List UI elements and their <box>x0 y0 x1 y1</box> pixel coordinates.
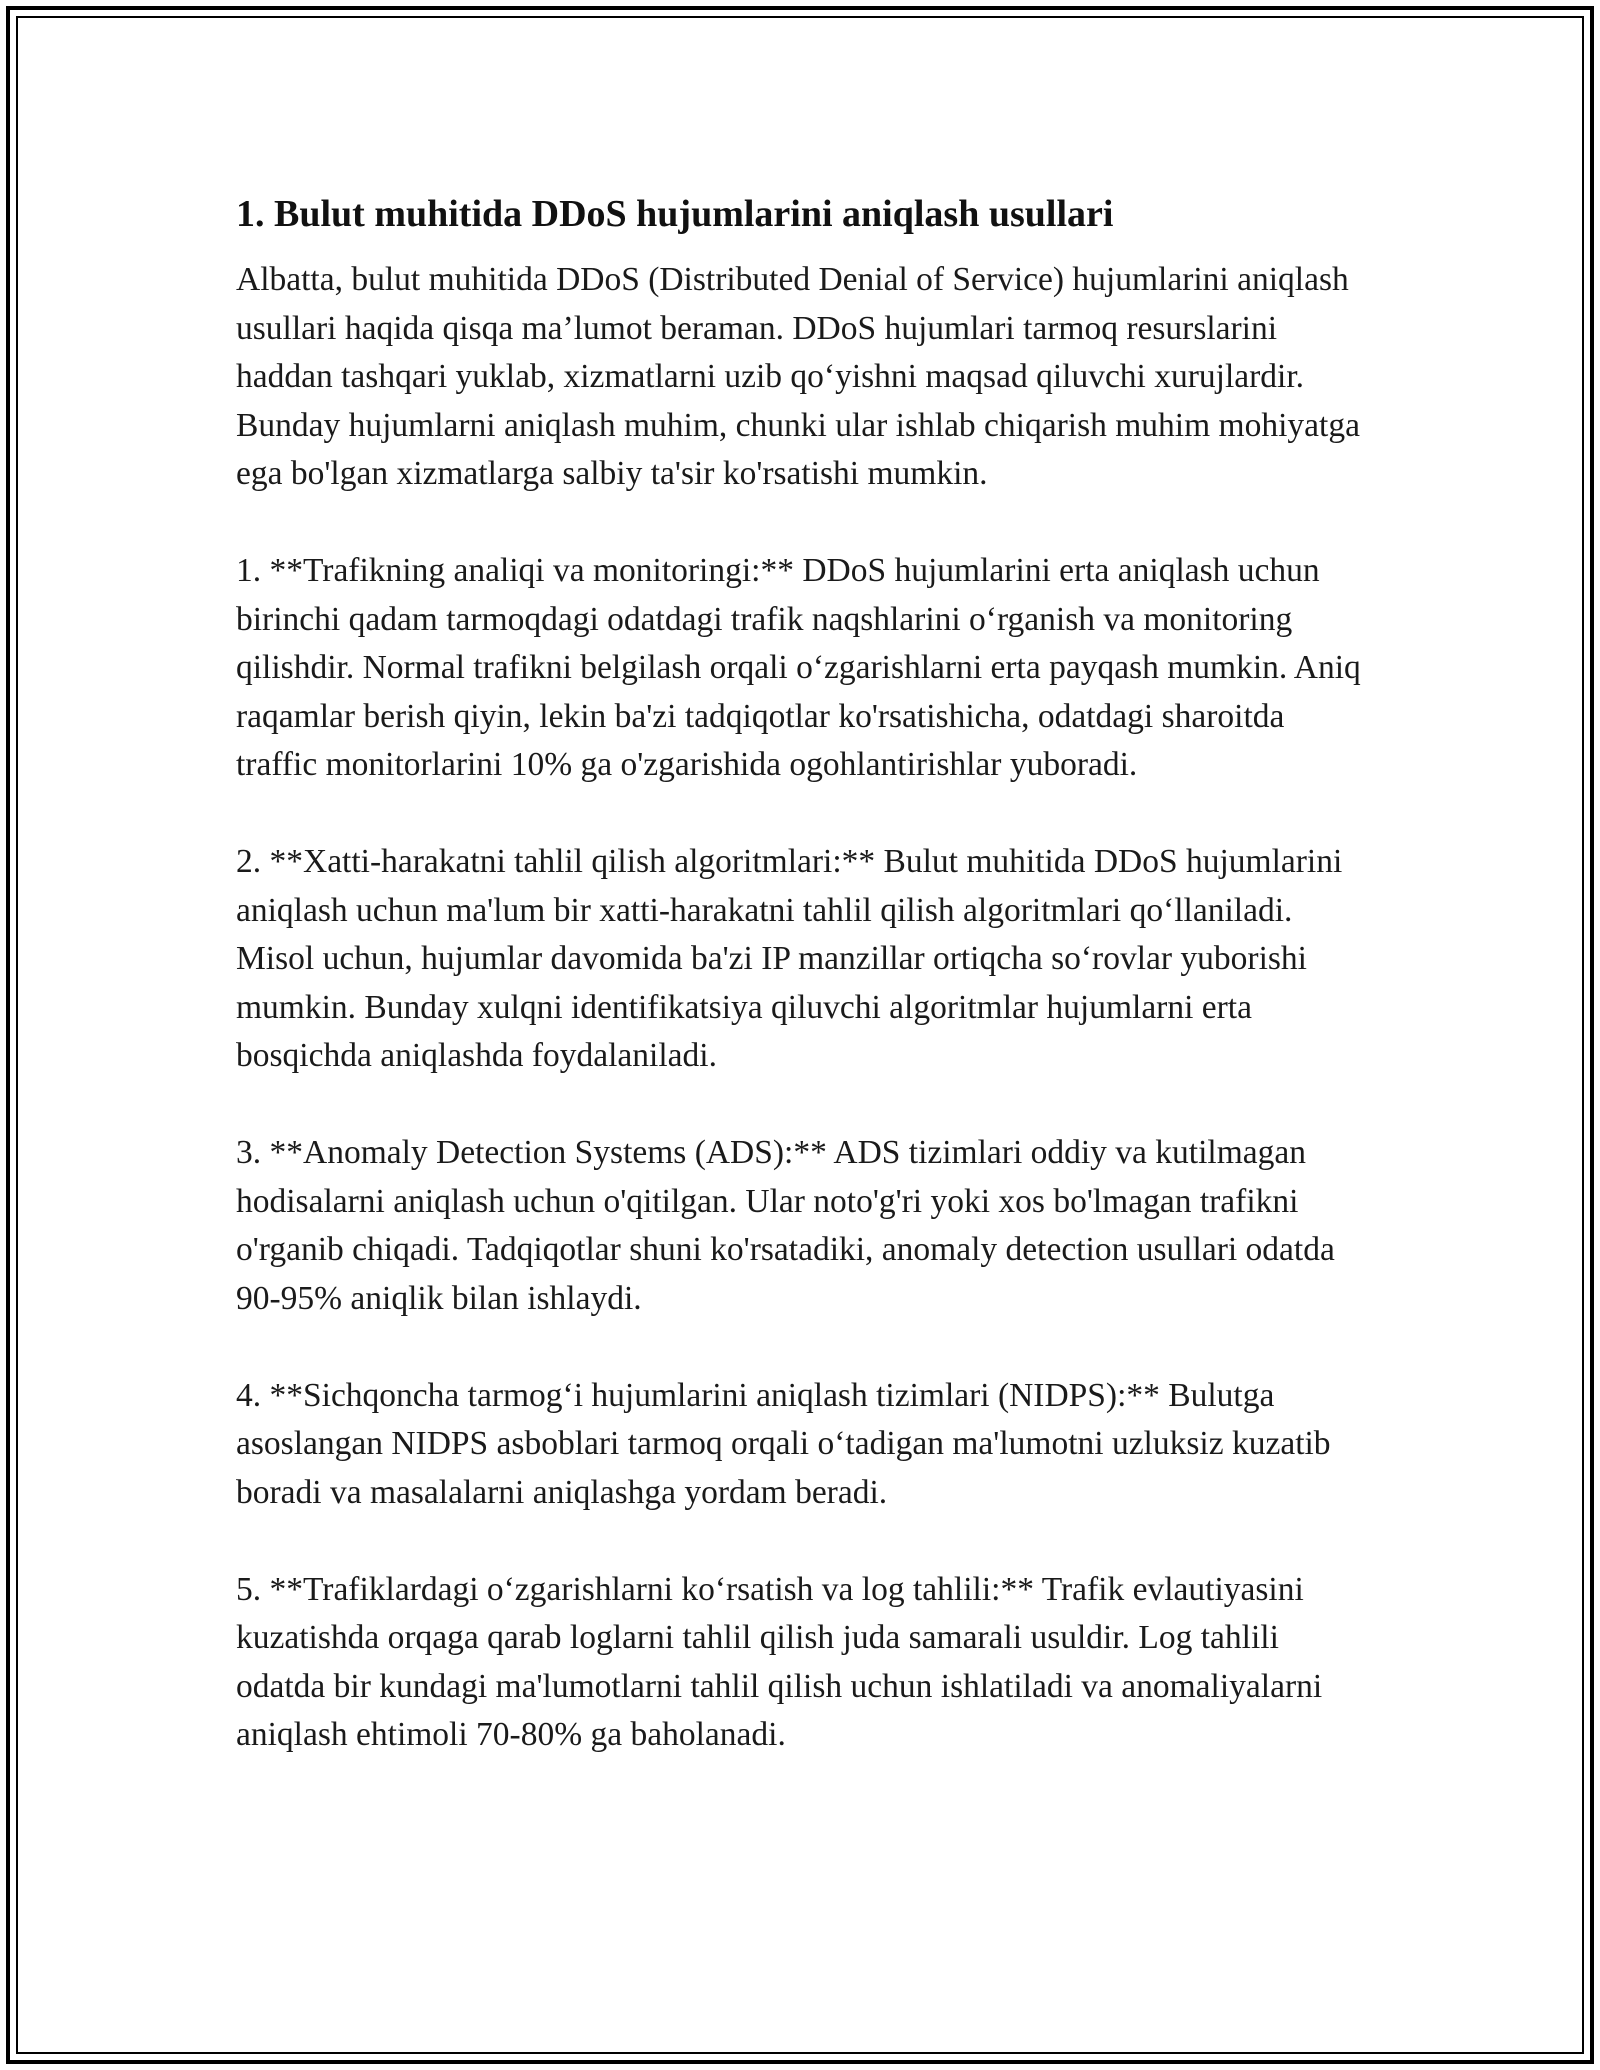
document-title: 1. Bulut muhitida DDoS hujumlarini aniqlash usullari <box>236 193 1114 235</box>
paragraph-item-2: 2. **Xatti-harakatni tahlil qilish algoritmlari:** Bulut muhitida DDoS hujumlarini aniqlash uchun ma'lum bir xatti-harakatni tahlil qilish algoritmlari qo‘llaniladi. Misol uchun, hujumlar davomida ba'zi IP manzillar ortiqcha so‘rovlar yuborishi mumkin. Bunday xulqni identifikatsiya qiluvchi algoritmlar hujumlarni erta bosqichda aniqlashda foydalaniladi. <box>236 843 1343 1074</box>
document-body <box>236 186 1368 1808</box>
paragraph-item-5: 5. **Trafiklardagi o‘zgarishlarni ko‘rsatish va log tahlili:** Trafik evlautiyasini kuzatishda orqaga qarab loglarni tahlil qilish juda samarali usuldir. Log tahlili odatda bir kundagi ma'lumotlarni tahlil qilish uchun ishlatiladi va anomaliyalarni aniqlash ehtimoli 70-80% ga baholanadi. <box>236 1570 1323 1753</box>
paragraph-item-4: 4. **Sichqoncha tarmog‘i hujumlarini aniqlash tizimlari (NIDPS):** Bulutga asoslangan NIDPS asboblari tarmoq orqali o‘tadigan ma'lumotni uzluksiz kuzatib boradi va masalalarni aniqlashga yordam beradi. <box>236 1376 1331 1511</box>
paragraph-item-3: 3. **Anomaly Detection Systems (ADS):** ADS tizimlari oddiy va kutilmagan hodisalarni aniqlash uchun o'qitilgan. Ular noto'g'ri yoki xos bo'lmagan trafikni o'rganib chiqadi. Tadqiqotlar shuni ko'rsatadiki, anomaly detection usullari odatda 90-95% aniqlik bilan ishlaydi. <box>236 1134 1335 1317</box>
paragraph-item-1: 1. **Trafikning analiqi va monitoringi:** DDoS hujumlarini erta aniqlash uchun birinchi qadam tarmoqdagi odatdagi trafik naqshlarini o‘rganish va monitoring qilishdir. Normal trafikni belgilash orqali o‘zgarishlarni erta payqash mumkin. Aniq raqamlar berish qiyin, lekin ba'zi tadqiqotlar ko'rsatishicha, odatdagi sharoitda traffic monitorlarini 10% ga o'zgarishida ogohlantirishlar yuboradi. <box>236 552 1361 783</box>
intro-paragraph: Albatta, bulut muhitida DDoS (Distributed Denial of Service) hujumlarini aniqlash usullari haqida qisqa ma’lumot beraman. DDoS hujumlari tarmoq resurslarini haddan tashqari yuklab, xizmatlarni uzib qo‘yishni maqsad qiluvchi xurujlardir. Bunday hujumlarni aniqlash muhim, chunki ular ishlab chiqarish muhim mohiyatga ega bo'lgan xizmatlarga salbiy ta'sir ko'rsatishi mumkin. <box>236 261 1360 492</box>
